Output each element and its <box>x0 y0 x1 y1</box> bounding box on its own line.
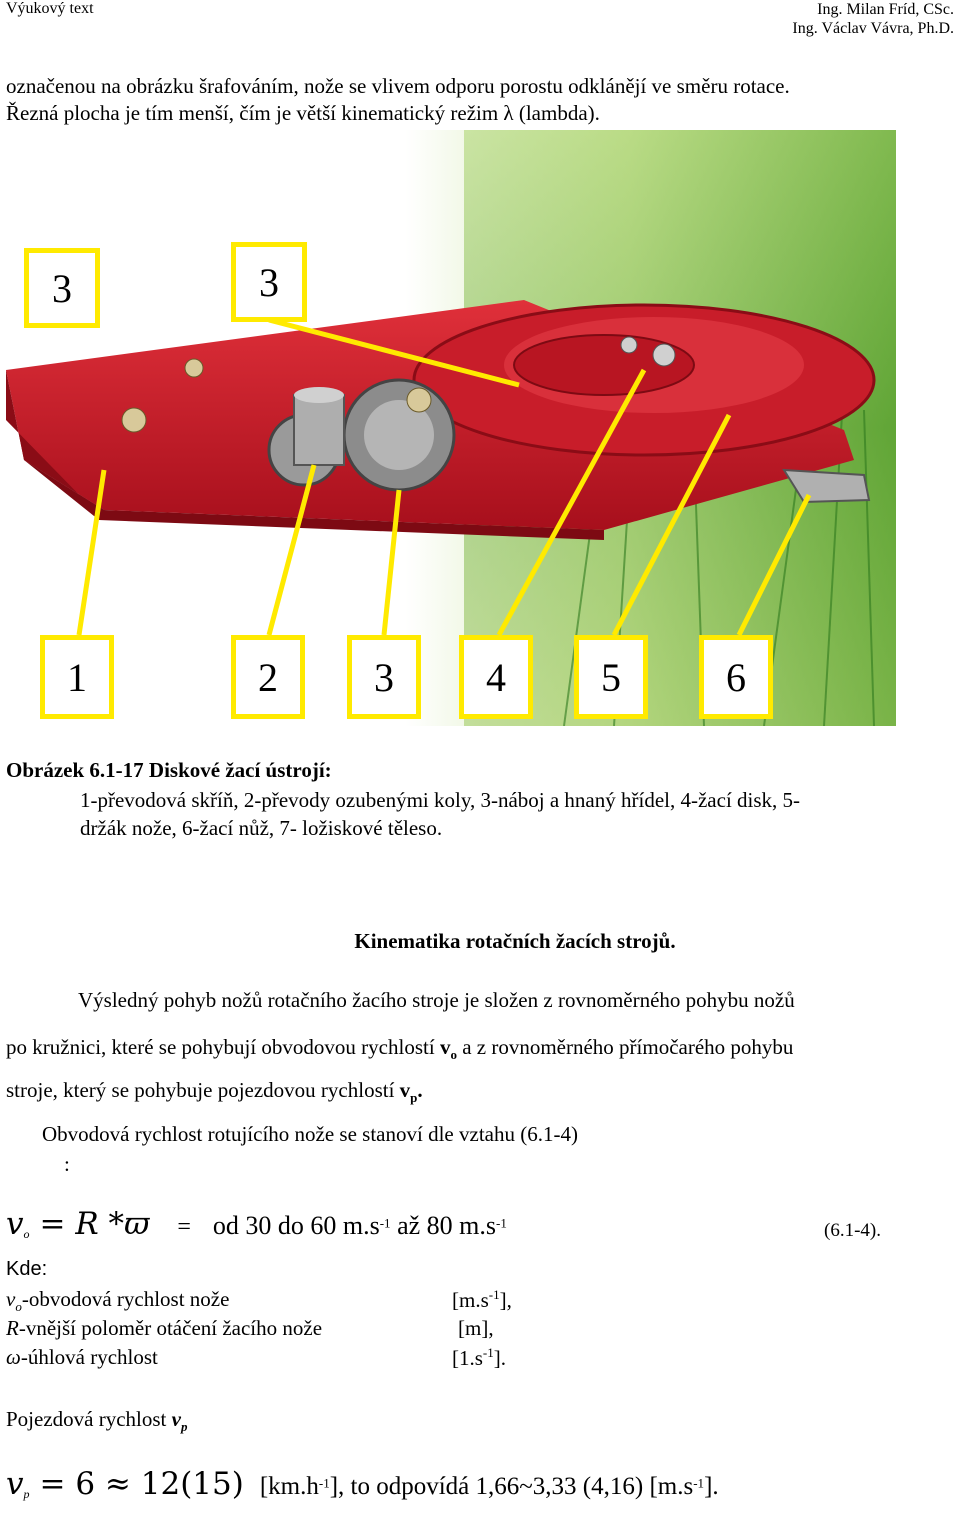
symbol-vp: $v_p$. <box>399 1078 423 1106</box>
figure-caption-title: Obrázek 6.1-17 Diskové žací ústrojí: <box>6 758 332 782</box>
where-row-vo: $v_o$-obvodová rychlost nože <box>6 1287 230 1315</box>
header-left: Výukový text <box>6 0 94 17</box>
formula-vp: $v_p = 6 \approx 12(15)$ $[km.h^{-1}]$, to odpovídá 1,66~3,33 (4,16) $[m.s^{-1}]$. <box>6 1466 719 1502</box>
figure-caption-body <box>80 786 960 842</box>
disc-mower-figure <box>4 130 896 726</box>
author-1: Ing. Milan Fríd, CSc. <box>817 1 954 18</box>
where-unit-omega: $[1.s^{-1}]$. <box>452 1345 507 1370</box>
paragraph-line-3 <box>6 1078 960 1106</box>
where-unit-vo: $[m.s^{-1}]$, <box>452 1287 512 1312</box>
label-bottom-3: 3 <box>347 635 421 719</box>
paragraph-text: stroje, který se pohybuje pojezdovou rychlostí <box>6 1078 400 1102</box>
paragraph-line-4: Obvodová rychlost rotujícího nože se stanoví dle vztahu (6.1-4) <box>42 1122 578 1146</box>
where-row-r: R-vnější poloměr otáčení žacího nože <box>6 1316 323 1340</box>
label-bottom-1: 1 <box>40 635 114 719</box>
paragraph-line-5: : <box>64 1152 70 1176</box>
caption-line-2: držák nože, 6-žací nůž, 7- ložiskové těleso. <box>80 816 443 840</box>
caption-line-1: 1-převodová skříň, 2-převody ozubenými koly, 3-náboj a hnaný hřídel, 4-žací disk, 5- <box>80 788 801 812</box>
intro-line-2: Řezná plocha je tím menší, čím je větší kinematický režim λ (lambda). <box>6 101 600 125</box>
where-row-omega: ω-úhlová rychlost <box>6 1345 158 1369</box>
symbol-vo: $v_o$ <box>439 1035 457 1063</box>
label-bottom-4: 4 <box>459 635 533 719</box>
label-bottom-2: 2 <box>231 635 305 719</box>
paragraph-text: po kružnici, které se pohybují obvodovou rychlostí <box>6 1035 440 1059</box>
header-right <box>792 0 954 38</box>
equation-number: (6.1-4). <box>824 1220 881 1241</box>
paragraph-line-1: Výsledný pohyb nožů rotačního žacího stroje je složen z rovnoměrného pohybu nožů <box>78 988 795 1012</box>
section-title: Kinematika rotačních žacích strojů. <box>354 929 676 953</box>
label-bottom-6: 6 <box>699 635 773 719</box>
label-top-2: 3 <box>231 242 307 322</box>
paragraph-text: a z rovnoměrného přímočarého pohybu <box>456 1035 794 1059</box>
paragraph-line-2 <box>6 1035 960 1063</box>
formula-vo: $v_o = R$ *ϖ = od 30 do 60 $m.s^{-1}$ až 80 $m.s^{-1}$ <box>6 1206 507 1242</box>
where-unit-r: [m], <box>458 1316 494 1340</box>
label-top-1: 3 <box>24 248 100 328</box>
travel-speed-label: Pojezdová rychlost $v_p$ <box>6 1407 188 1435</box>
author-2: Ing. Václav Vávra, Ph.D. <box>792 20 954 37</box>
intro-line-1: označenou na obrázku šrafováním, nože se vlivem odporu porostu odklánějí ve směru rotace. <box>6 74 790 98</box>
where-label: Kde: <box>6 1258 48 1280</box>
label-bottom-5: 5 <box>574 635 648 719</box>
